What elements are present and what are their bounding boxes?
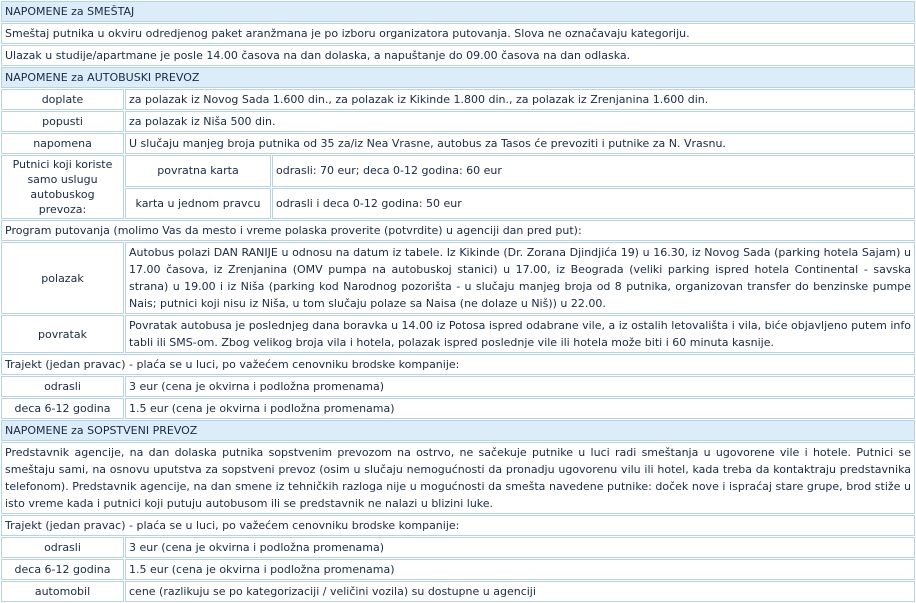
discount-label: popusti [1, 111, 124, 132]
bus-header: NAPOMENE za AUTOBUSKI PREVOZ [1, 67, 915, 88]
table-row [1, 242, 915, 314]
table-row [1, 376, 915, 397]
bus-ferry-child-price: 1.5 eur (cena je okvirna i podložna promenama) [125, 398, 915, 419]
own-transport-text: Predstavnik agencije, na dan dolaska putnika sopstvenim prevozom na ostrvo, ne sačekuje putnike u luci radi smeštanja u ugovorene vile i hotele. Putnici se smeštaju sami, na osnovu uputstva za sopstveni prevoz (osim u slučaju nemogućnosti da pronadju ugovorenu vilu ili hotel, kada treba da kontaktraju predstavnika telefonom). Predstavnik agencije, na dan smene iz tehničkih razloga nije u mogućnosti da smešta navedene putnike: doček nove i ispraćaj stare grupe, brod stiže u isto vreme kada i putnici koji putuju autobusom ili se predstavnik ne nalazi u blizini luke. [1, 442, 915, 514]
table-row [1, 133, 915, 154]
table-row [1, 155, 915, 187]
own-ferry-car-label: automobil [1, 581, 124, 602]
table-row [1, 315, 915, 353]
note-label: napomena [1, 133, 124, 154]
own-ferry-child-price: 1.5 eur (cena je okvirna i podložna promenama) [125, 559, 915, 580]
own-ferry-child-label: deca 6-12 godina [1, 559, 124, 580]
table-row [1, 111, 915, 132]
departure-label: polazak [1, 242, 124, 314]
accommodation-note-1: Smeštaj putnika u okviru odredjenog paket aranžmana je po izboru organizatora putovanja. Slova ne označavaju kategoriju. [1, 23, 915, 44]
surcharge-label: doplate [1, 89, 124, 110]
program-header: Program putovanja (molimo Vas da mesto i vreme polaska proverite (potvrdite) u agenciji dan pred put): [1, 220, 915, 241]
accommodation-header: NAPOMENE za SMEŠTAJ [1, 1, 915, 22]
bus-ferry-adult-price: 3 eur (cena je okvirna i podložna promenama) [125, 376, 915, 397]
departure-text: Autobus polazi DAN RANIJE u odnosu na datum iz tabele. Iz Kikinde (Dr. Zorana Djindjića 19) u 16.30, iz Novog Sada (parking hotela Sajam) u 17.00 časova, iz Zrenjanina (OMV pumpa na autobuskoj stanici) u 17.00, iz Beograda (veliki parking ispred hotela Continental - savska strana) u 19.00 i iz Niša (parking kod Narodnog pozorišta - u slučaju manjeg broja od 8 putnika, organizovan transfer do benzinske pumpe Nais; putnici koji nisu iz Niša, u tom slučaju polaze sa Naisa (ne dolaze u Niš)) u 22.00. [125, 242, 915, 314]
table-row [1, 89, 915, 110]
bus-ferry-header: Trajekt (jedan pravac) - plaća se u luci, po važećem cenovniku brodske kompanije: [1, 354, 915, 375]
transport-only-label: Putnici koji koriste samo uslugu autobuskog prevoza: [1, 155, 124, 219]
table-row [1, 398, 915, 419]
note-text: U slučaju manjeg broja putnika od 35 za/iz Nea Vrasne, autobus za Tasos će prevoziti i putnike za N. Vrasnu. [125, 133, 915, 154]
table-row [1, 188, 915, 220]
accommodation-note-2: Ulazak u studije/apartmane je posle 14.00 časova na dan dolaska, a napuštanje do 09.00 časova na dan odlaska. [1, 45, 915, 66]
own-transport-header: NAPOMENE za SOPSTVENI PREVOZ [1, 420, 915, 441]
oneway-ticket-price: odrasli i deca 0-12 godina: 50 eur [272, 188, 915, 220]
own-ferry-adult-price: 3 eur (cena je okvirna i podložna promenama) [125, 537, 915, 558]
table-row [1, 537, 915, 558]
own-ferry-adult-label: odrasli [1, 537, 124, 558]
discount-text: za polazak iz Niša 500 din. [125, 111, 915, 132]
return-ticket-price: odrasli: 70 eur; deca 0-12 godina: 60 eur [272, 155, 915, 187]
own-ferry-header: Trajekt (jedan pravac) - plaća se u luci, po važećem cenovniku brodske kompanije: [1, 515, 915, 536]
table-row [1, 559, 915, 580]
return-trip-label: povratak [1, 315, 124, 353]
return-trip-text: Povratak autobusa je poslednjeg dana boravka u 14.00 iz Potosa ispred odabrane vile, a iz ostalih letovališta i vila, biće objavljeno putem info tabli ili SMS-om. Zbog velikog broja vila i hotela, polazak ispred poslednje vile ili hotela može biti i 60 minuta kasnije. [125, 315, 915, 353]
own-ferry-car-price: cene (razlikuju se po kategorizaciji / veličini vozila) su dostupne u agenciji [125, 581, 915, 602]
bus-ferry-child-label: deca 6-12 godina [1, 398, 124, 419]
return-ticket-label: povratna karta [125, 155, 271, 187]
surcharge-text: za polazak iz Novog Sada 1.600 din., za polazak iz Kikinde 1.800 din., za polazak iz Zrenjanina 1.600 din. [125, 89, 915, 110]
bus-ferry-adult-label: odrasli [1, 376, 124, 397]
oneway-ticket-label: karta u jednom pravcu [125, 188, 271, 220]
table-row [1, 581, 915, 602]
